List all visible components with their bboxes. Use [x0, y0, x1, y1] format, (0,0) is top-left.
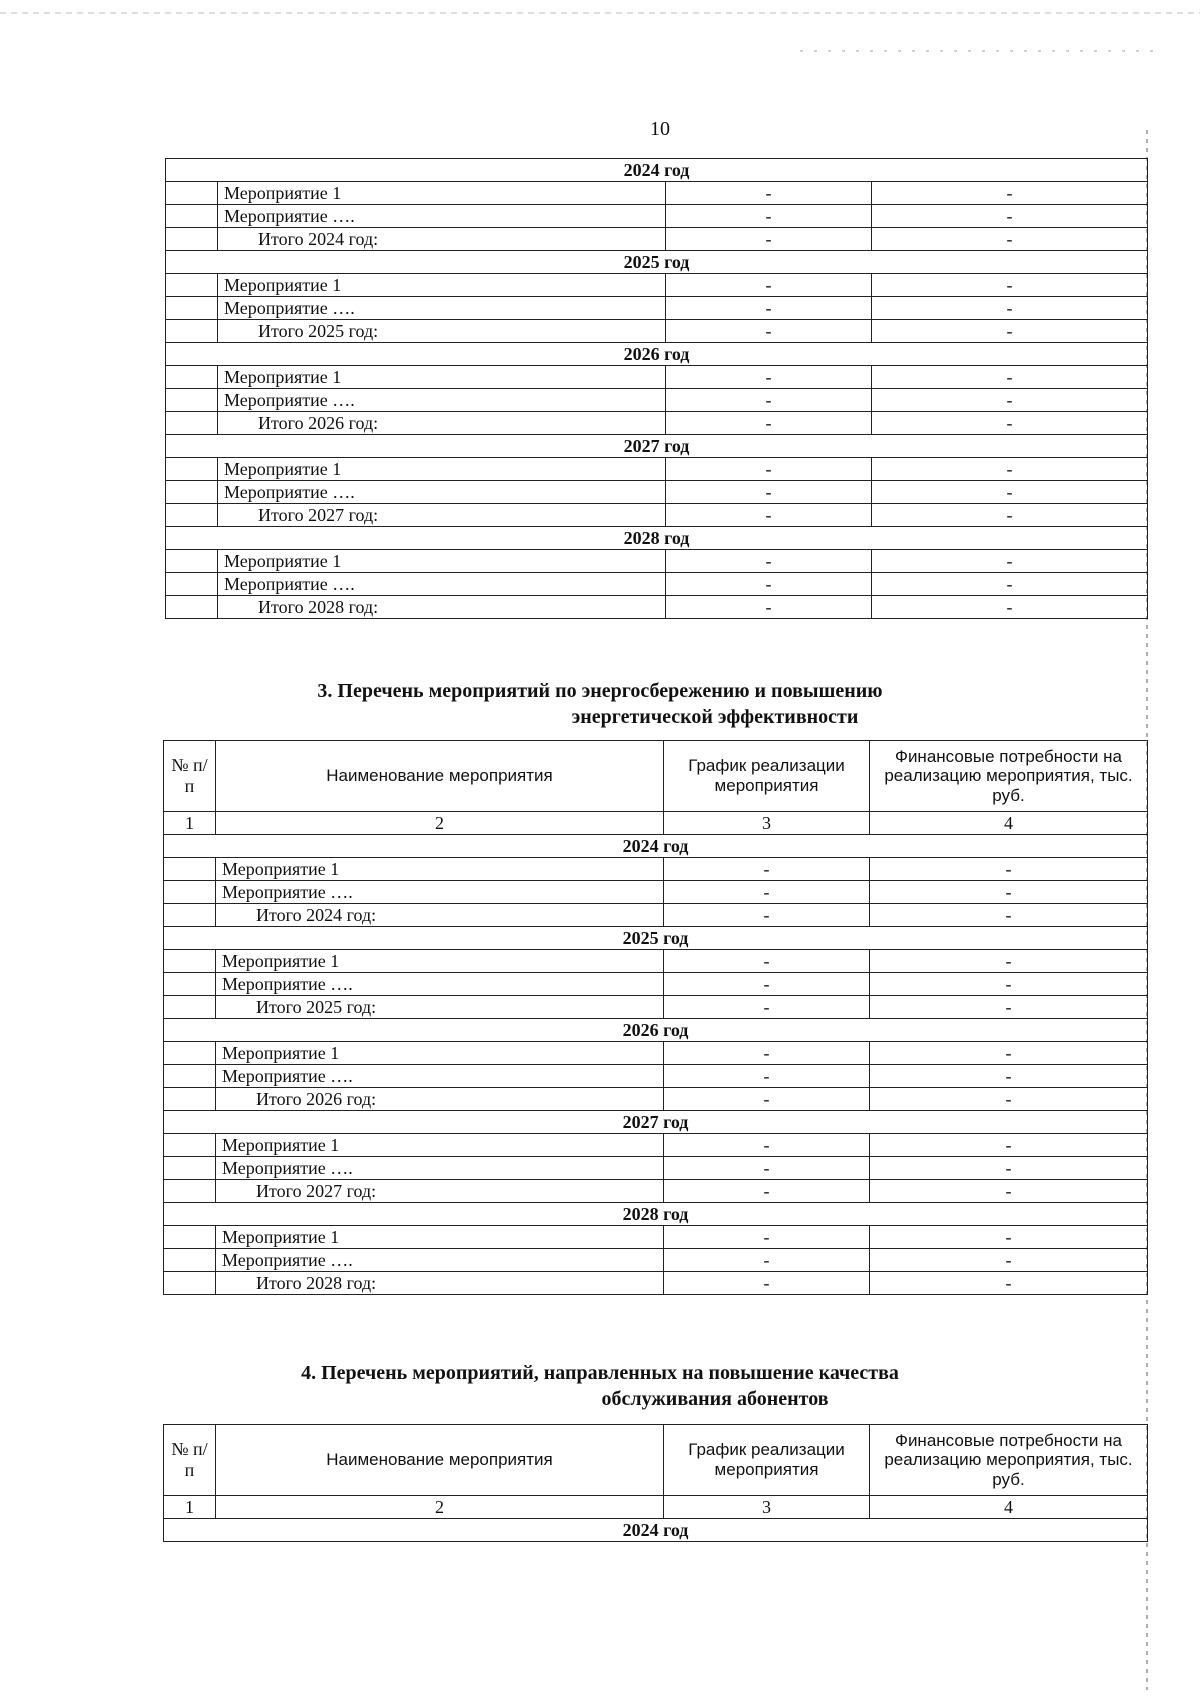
finance-cell: -	[872, 412, 1148, 435]
measure-name: Мероприятие 1	[216, 1042, 664, 1065]
year-header: 2024 год	[164, 1519, 1148, 1542]
row-number-cell	[164, 1180, 216, 1203]
table-row	[166, 481, 1148, 504]
section-4-title	[160, 1360, 1040, 1412]
year-header: 2026 год	[166, 343, 1148, 366]
measure-name: Мероприятие ….	[218, 573, 666, 596]
section-4-title-line2: обслуживания абонентов	[601, 1388, 829, 1410]
section-3-title	[160, 678, 1040, 730]
schedule-cell: -	[664, 950, 870, 973]
table-row	[166, 205, 1148, 228]
table-row	[164, 1042, 1148, 1065]
year-header-row	[164, 1111, 1148, 1134]
year-header: 2028 год	[166, 527, 1148, 550]
finance-cell: -	[870, 1226, 1148, 1249]
schedule-cell: -	[666, 297, 872, 320]
total-row	[164, 1272, 1148, 1295]
schedule-cell: -	[666, 205, 872, 228]
column-number: 4	[870, 1496, 1148, 1519]
column-number: 1	[164, 1496, 216, 1519]
schedule-cell: -	[666, 504, 872, 527]
measure-name: Мероприятие 1	[216, 1134, 664, 1157]
measure-name: Мероприятие 1	[216, 1226, 664, 1249]
schedule-cell: -	[666, 458, 872, 481]
table-row	[164, 1157, 1148, 1180]
total-label: Итого 2026 год:	[218, 412, 666, 435]
total-row	[166, 228, 1148, 251]
year-header: 2024 год	[164, 835, 1148, 858]
schedule-cell: -	[664, 1134, 870, 1157]
row-number-cell	[166, 596, 218, 619]
table-row	[166, 573, 1148, 596]
schedule-cell: -	[664, 881, 870, 904]
finance-cell: -	[870, 1180, 1148, 1203]
header-schedule: График реализации мероприятия	[664, 741, 870, 812]
table-row	[166, 389, 1148, 412]
finance-cell: -	[872, 320, 1148, 343]
schedule-cell: -	[666, 366, 872, 389]
row-number-cell	[164, 1157, 216, 1180]
schedule-cell: -	[666, 481, 872, 504]
section-3-title-line1: 3. Перечень мероприятий по энергосбережению и повышению	[317, 680, 883, 702]
finance-cell: -	[870, 1272, 1148, 1295]
finance-cell: -	[870, 973, 1148, 996]
total-label: Итого 2028 год:	[216, 1272, 664, 1295]
schedule-cell: -	[664, 1180, 870, 1203]
year-header-row	[166, 251, 1148, 274]
section-3-title-line2: энергетической эффективности	[571, 706, 859, 728]
total-label: Итого 2027 год:	[218, 504, 666, 527]
table-row	[166, 297, 1148, 320]
header-schedule: График реализации мероприятия	[664, 1425, 870, 1496]
row-number-cell	[164, 973, 216, 996]
measure-name: Мероприятие 1	[218, 458, 666, 481]
total-label: Итого 2026 год:	[216, 1088, 664, 1111]
row-number-cell	[166, 274, 218, 297]
table-row	[164, 1134, 1148, 1157]
section-4-table	[163, 1424, 1148, 1542]
row-number-cell	[164, 858, 216, 881]
finance-cell: -	[872, 366, 1148, 389]
year-header: 2025 год	[166, 251, 1148, 274]
table-row	[164, 1226, 1148, 1249]
total-row	[166, 504, 1148, 527]
page-number: 10	[650, 118, 670, 140]
row-number-cell	[164, 950, 216, 973]
section-3-table	[163, 740, 1148, 1295]
schedule-cell: -	[664, 996, 870, 1019]
finance-cell: -	[870, 881, 1148, 904]
measure-name: Мероприятие 1	[216, 950, 664, 973]
header-finance: Финансовые потребности на реализацию мероприятия, тыс. руб.	[870, 741, 1148, 812]
finance-cell: -	[870, 950, 1148, 973]
schedule-cell: -	[666, 573, 872, 596]
measure-name: Мероприятие ….	[218, 205, 666, 228]
column-number: 3	[664, 812, 870, 835]
finance-cell: -	[872, 573, 1148, 596]
finance-cell: -	[872, 205, 1148, 228]
column-number: 3	[664, 1496, 870, 1519]
year-header-row	[166, 435, 1148, 458]
measure-name: Мероприятие 1	[218, 550, 666, 573]
schedule-cell: -	[666, 389, 872, 412]
total-label: Итого 2024 год:	[216, 904, 664, 927]
row-number-cell	[164, 1042, 216, 1065]
total-row	[164, 1088, 1148, 1111]
finance-cell: -	[870, 1065, 1148, 1088]
finance-cell: -	[870, 858, 1148, 881]
header-num: № п/п	[164, 1425, 216, 1496]
finance-cell: -	[872, 458, 1148, 481]
row-number-cell	[164, 996, 216, 1019]
finance-cell: -	[872, 274, 1148, 297]
schedule-cell: -	[664, 1226, 870, 1249]
table-row	[164, 1249, 1148, 1272]
finance-cell: -	[870, 1157, 1148, 1180]
table-row	[166, 274, 1148, 297]
row-number-cell	[166, 412, 218, 435]
table-row	[164, 1065, 1148, 1088]
schedule-cell: -	[666, 550, 872, 573]
total-label: Итого 2025 год:	[216, 996, 664, 1019]
finance-cell: -	[872, 596, 1148, 619]
year-header-row	[166, 527, 1148, 550]
year-header: 2027 год	[164, 1111, 1148, 1134]
schedule-cell: -	[666, 182, 872, 205]
total-row	[164, 1180, 1148, 1203]
row-number-cell	[164, 881, 216, 904]
measure-name: Мероприятие ….	[218, 297, 666, 320]
total-label: Итого 2025 год:	[218, 320, 666, 343]
finance-cell: -	[872, 504, 1148, 527]
measure-name: Мероприятие ….	[216, 1065, 664, 1088]
row-number-cell	[166, 389, 218, 412]
measure-name: Мероприятие 1	[216, 858, 664, 881]
table-row	[164, 950, 1148, 973]
schedule-cell: -	[664, 1157, 870, 1180]
total-label: Итого 2024 год:	[218, 228, 666, 251]
row-number-cell	[166, 504, 218, 527]
finance-cell: -	[872, 389, 1148, 412]
table-row	[166, 458, 1148, 481]
finance-cell: -	[870, 1042, 1148, 1065]
table-row	[166, 366, 1148, 389]
schedule-cell: -	[664, 1065, 870, 1088]
total-row	[164, 904, 1148, 927]
year-header: 2028 год	[164, 1203, 1148, 1226]
row-number-cell	[166, 297, 218, 320]
row-number-cell	[166, 366, 218, 389]
measure-name: Мероприятие ….	[216, 881, 664, 904]
year-header-row	[164, 835, 1148, 858]
schedule-cell: -	[664, 1088, 870, 1111]
year-header: 2027 год	[166, 435, 1148, 458]
table-row	[164, 973, 1148, 996]
finance-cell: -	[870, 904, 1148, 927]
scan-noise-top	[0, 12, 1200, 14]
measure-name: Мероприятие ….	[216, 973, 664, 996]
header-name: Наименование мероприятия	[216, 1425, 664, 1496]
measure-name: Мероприятие ….	[216, 1249, 664, 1272]
schedule-cell: -	[664, 904, 870, 927]
total-row	[166, 320, 1148, 343]
schedule-cell: -	[664, 1272, 870, 1295]
year-header: 2024 год	[166, 159, 1148, 182]
column-number: 1	[164, 812, 216, 835]
schedule-cell: -	[664, 1042, 870, 1065]
row-number-cell	[166, 320, 218, 343]
measure-name: Мероприятие ….	[216, 1157, 664, 1180]
row-number-cell	[166, 458, 218, 481]
row-number-cell	[164, 1272, 216, 1295]
finance-cell: -	[870, 1249, 1148, 1272]
measure-name: Мероприятие ….	[218, 481, 666, 504]
schedule-cell: -	[664, 858, 870, 881]
year-header-row	[164, 927, 1148, 950]
table-row	[166, 182, 1148, 205]
schedule-cell: -	[664, 973, 870, 996]
header-num: № п/п	[164, 741, 216, 812]
column-number: 2	[216, 812, 664, 835]
year-header: 2026 год	[164, 1019, 1148, 1042]
table-continuation	[165, 158, 1148, 619]
total-label: Итого 2027 год:	[216, 1180, 664, 1203]
row-number-cell	[164, 1065, 216, 1088]
header-name: Наименование мероприятия	[216, 741, 664, 812]
row-number-cell	[166, 228, 218, 251]
row-number-cell	[164, 1226, 216, 1249]
measure-name: Мероприятие ….	[218, 389, 666, 412]
schedule-cell: -	[666, 274, 872, 297]
schedule-cell: -	[664, 1249, 870, 1272]
table-row	[164, 858, 1148, 881]
table-row	[164, 881, 1148, 904]
finance-cell: -	[872, 182, 1148, 205]
total-row	[166, 596, 1148, 619]
finance-cell: -	[870, 1088, 1148, 1111]
total-label: Итого 2028 год:	[218, 596, 666, 619]
year-header-row	[166, 343, 1148, 366]
year-header-row	[164, 1019, 1148, 1042]
table-row	[166, 550, 1148, 573]
finance-cell: -	[872, 228, 1148, 251]
schedule-cell: -	[666, 596, 872, 619]
finance-cell: -	[870, 1134, 1148, 1157]
finance-cell: -	[872, 550, 1148, 573]
year-header-row	[164, 1203, 1148, 1226]
finance-cell: -	[872, 481, 1148, 504]
measure-name: Мероприятие 1	[218, 366, 666, 389]
finance-cell: -	[872, 297, 1148, 320]
header-finance: Финансовые потребности на реализацию мероприятия, тыс. руб.	[870, 1425, 1148, 1496]
row-number-cell	[164, 1249, 216, 1272]
row-number-cell	[166, 481, 218, 504]
finance-cell: -	[870, 996, 1148, 1019]
column-number: 4	[870, 812, 1148, 835]
measure-name: Мероприятие 1	[218, 274, 666, 297]
year-header: 2025 год	[164, 927, 1148, 950]
row-number-cell	[164, 904, 216, 927]
total-row	[166, 412, 1148, 435]
measure-name: Мероприятие 1	[218, 182, 666, 205]
schedule-cell: -	[666, 412, 872, 435]
section-4-title-line1: 4. Перечень мероприятий, направленных на повышение качества	[301, 1362, 899, 1384]
scan-noise-top-right	[800, 50, 1160, 52]
row-number-cell	[164, 1088, 216, 1111]
column-number: 2	[216, 1496, 664, 1519]
year-header-row	[166, 159, 1148, 182]
row-number-cell	[166, 573, 218, 596]
schedule-cell: -	[666, 320, 872, 343]
row-number-cell	[166, 182, 218, 205]
schedule-cell: -	[666, 228, 872, 251]
row-number-cell	[166, 550, 218, 573]
row-number-cell	[164, 1134, 216, 1157]
row-number-cell	[166, 205, 218, 228]
total-row	[164, 996, 1148, 1019]
